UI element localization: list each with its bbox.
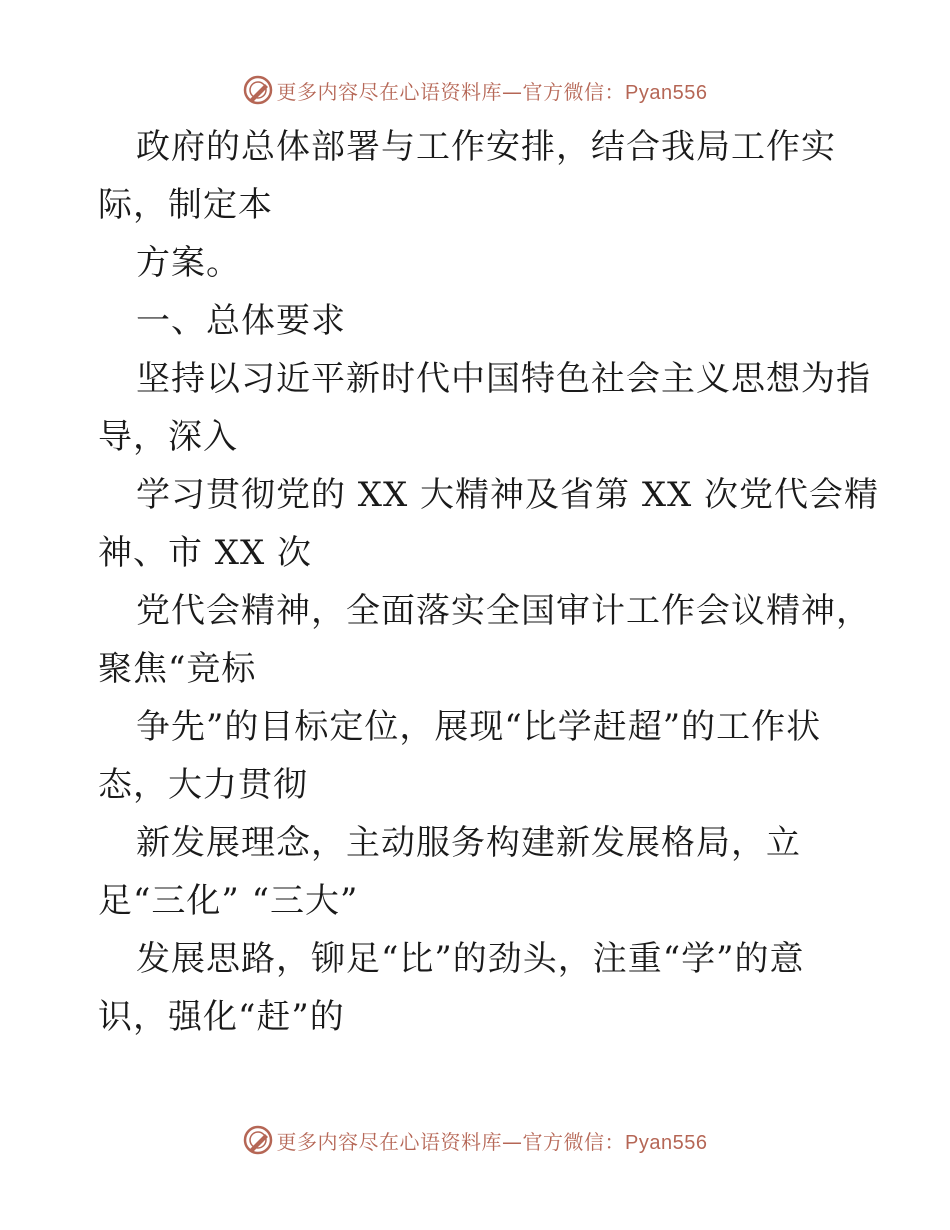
banner-separator: — bbox=[502, 1129, 523, 1154]
section-heading: 一、总体要求 bbox=[136, 301, 346, 341]
text-line: 足“三化” “三大” bbox=[98, 881, 359, 921]
text-line: 政府的总体部署与工作安排，结合我局工作实 bbox=[136, 127, 836, 167]
document-body bbox=[98, 118, 878, 1046]
text-line: 坚持以习近平新时代中国特色社会主义思想为指 bbox=[136, 359, 871, 399]
pen-logo-icon bbox=[243, 1125, 273, 1155]
text-line: 神、市 XX 次 bbox=[98, 533, 313, 573]
banner-wechat-id: Pyan556 bbox=[625, 1131, 708, 1154]
text-line: 党代会精神，全面落实全国审计工作会议精神， bbox=[136, 591, 871, 631]
text-line: 发展思路，铆足“比”的劲头，注重“学”的意 bbox=[136, 939, 805, 979]
banner-official-text: 官方微信： bbox=[522, 1129, 626, 1154]
banner-separator: — bbox=[502, 79, 523, 104]
text-line: 争先”的目标定位，展现“比学赶超”的工作状 bbox=[136, 707, 822, 747]
text-line: 态，大力贯彻 bbox=[98, 765, 308, 805]
banner-official-text: 官方微信： bbox=[522, 79, 626, 104]
banner-wechat-id: Pyan556 bbox=[625, 81, 708, 104]
banner-site-text: 更多内容尽在心语资料库 bbox=[276, 1129, 503, 1154]
text-line: 际，制定本 bbox=[98, 185, 273, 225]
text-line: 聚焦“竞标 bbox=[98, 649, 257, 689]
footer-banner-label bbox=[277, 1126, 708, 1155]
text-line: 方案。 bbox=[136, 243, 241, 283]
pen-logo-icon bbox=[243, 75, 273, 105]
header-banner bbox=[0, 70, 950, 110]
text-line: 学习贯彻党的 XX 大精神及省第 XX 次党代会精 bbox=[136, 475, 880, 515]
text-line: 识，强化“赶”的 bbox=[98, 997, 345, 1037]
header-banner-label bbox=[277, 76, 708, 105]
text-line: 新发展理念，主动服务构建新发展格局，立 bbox=[136, 823, 801, 863]
text-line: 导，深入 bbox=[98, 417, 238, 457]
footer-banner bbox=[0, 1120, 950, 1160]
banner-site-text: 更多内容尽在心语资料库 bbox=[276, 79, 503, 104]
